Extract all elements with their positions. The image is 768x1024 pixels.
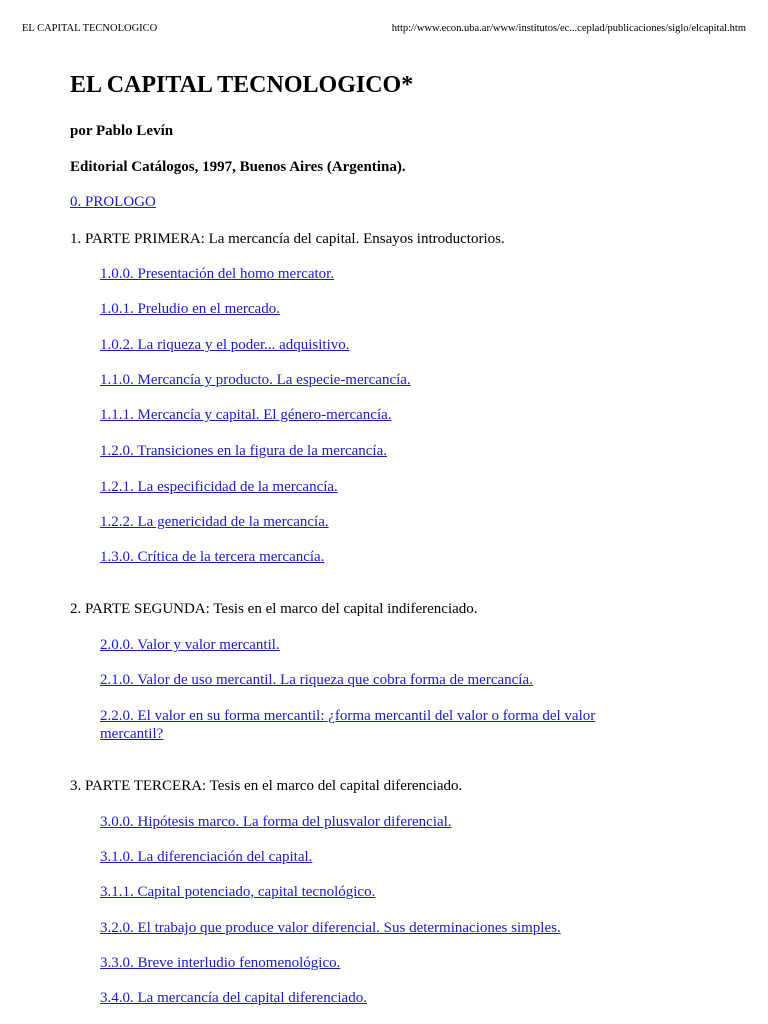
toc-link-1-0-2[interactable]: 1.0.2. La riqueza y el poder... adquisitivo. — [100, 337, 350, 353]
toc-link-1-2-2[interactable]: 1.2.2. La genericidad de la mercancía. — [100, 514, 329, 530]
toc-link-1-0-0[interactable]: 1.0.0. Presentación del homo mercator. — [100, 266, 335, 282]
toc-link-1-2-1[interactable]: 1.2.1. La especificidad de la mercancía. — [100, 479, 338, 495]
toc-link-3-4-0[interactable]: 3.4.0. La mercancía del capital diferenciado. — [100, 990, 367, 1006]
toc-link-3-0-0[interactable]: 3.0.0. Hipótesis marco. La forma del plusvalor diferencial. — [100, 814, 452, 830]
section-heading-parte-tercera: 3. PARTE TERCERA: Tesis en el marco del capital diferenciado. — [70, 778, 463, 794]
toc-link-1-0-1[interactable]: 1.0.1. Preludio en el mercado. — [100, 301, 280, 317]
toc-link-1-3-0[interactable]: 1.3.0. Crítica de la tercera mercancía. — [100, 549, 325, 565]
toc-link-3-1-1[interactable]: 3.1.1. Capital potenciado, capital tecnológico. — [100, 884, 376, 900]
header-url: http://www.econ.uba.ar/www/institutos/ec...ceplad/publicaciones/siglo/elcapital.htm — [391, 23, 746, 34]
toc-link-1-1-1[interactable]: 1.1.1. Mercancía y capital. El género-mercancía. — [100, 407, 392, 423]
toc-link-2-0-0[interactable]: 2.0.0. Valor y valor mercantil. — [100, 637, 280, 653]
toc-link-1-1-0[interactable]: 1.1.0. Mercancía y producto. La especie-mercancía. — [100, 372, 411, 388]
toc-link-3-3-0[interactable]: 3.3.0. Breve interludio fenomenológico. — [100, 955, 341, 971]
toc-link-3-2-0[interactable]: 3.2.0. El trabajo que produce valor diferencial. Sus determinaciones simples. — [100, 920, 561, 936]
print-header — [22, 22, 746, 36]
section-heading-parte-primera: 1. PARTE PRIMERA: La mercancía del capital. Ensayos introductorios. — [70, 231, 505, 247]
toc-link-2-1-0[interactable]: 2.1.0. Valor de uso mercantil. La riqueza que cobra forma de mercancía. — [100, 672, 533, 688]
toc-link-3-1-0[interactable]: 3.1.0. La diferenciación del capital. — [100, 849, 313, 865]
toc-link-prologo[interactable]: 0. PROLOGO — [70, 194, 156, 210]
header-document-title: EL CAPITAL TECNOLOGICO — [22, 23, 158, 34]
author-line: por Pablo Levín — [70, 123, 174, 139]
page-title: EL CAPITAL TECNOLOGICO* — [70, 72, 414, 98]
toc-link-2-2-0[interactable]: 2.2.0. El valor en su forma mercantil: ¿forma mercantil del valor o forma del valor mercantil? — [100, 708, 596, 742]
publisher-line: Editorial Catálogos, 1997, Buenos Aires (Argentina). — [70, 159, 406, 175]
section-heading-parte-segunda: 2. PARTE SEGUNDA: Tesis en el marco del capital indiferenciado. — [70, 601, 478, 617]
toc-link-1-2-0[interactable]: 1.2.0. Transiciones en la figura de la mercancía. — [100, 443, 387, 459]
